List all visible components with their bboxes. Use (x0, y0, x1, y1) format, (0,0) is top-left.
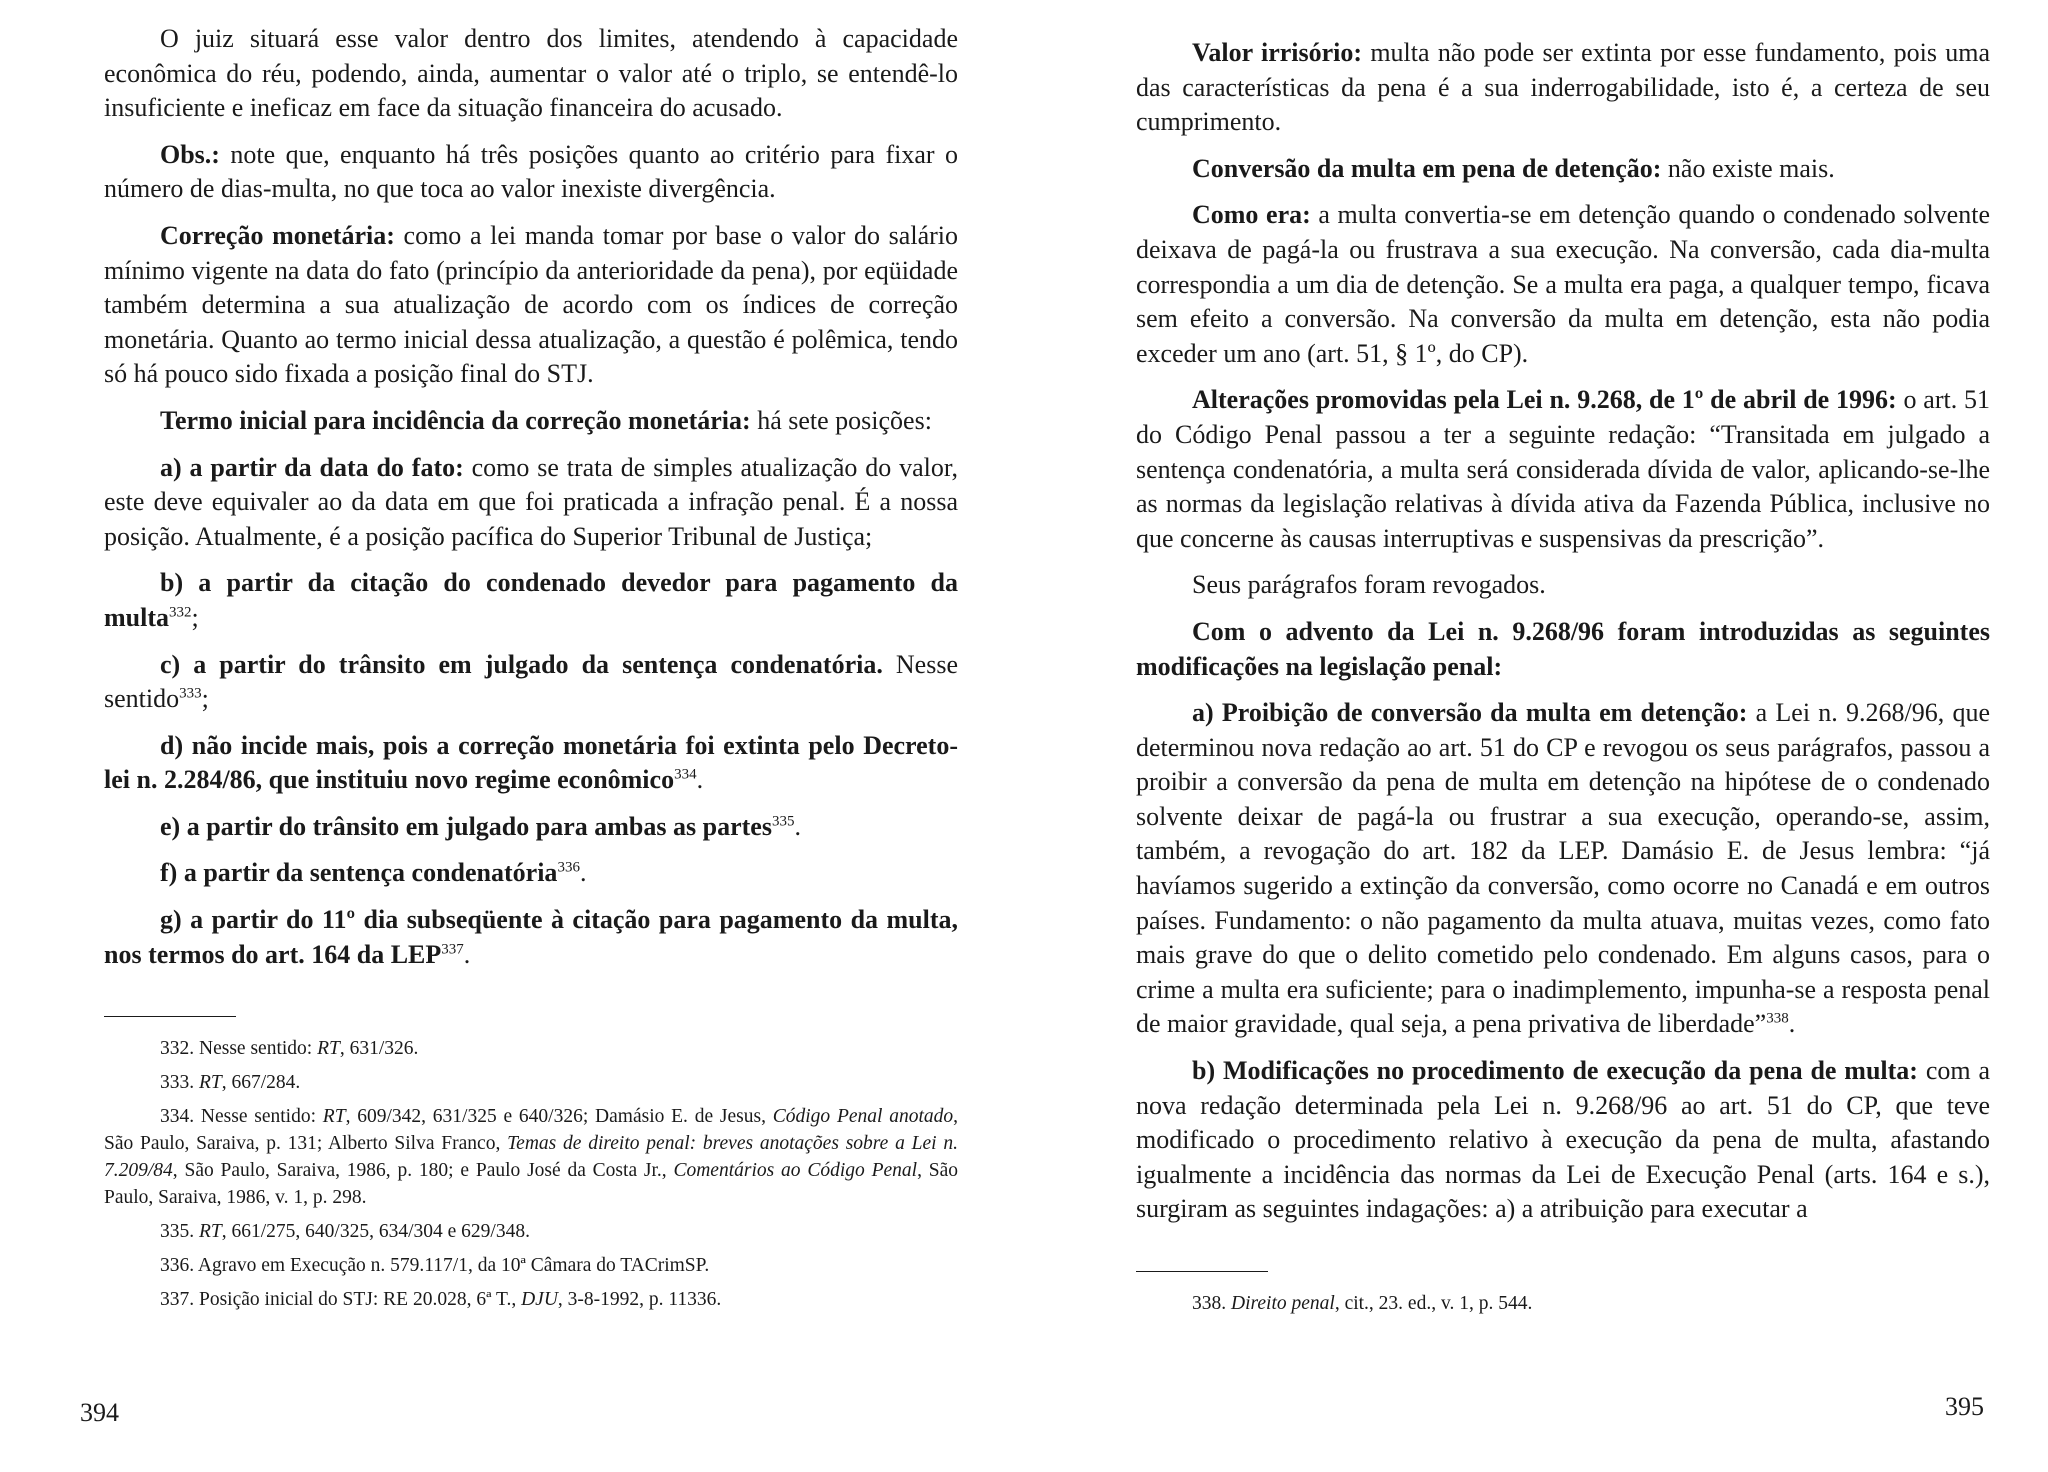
paragraph-correcao (104, 219, 958, 392)
footnote-334 (104, 1103, 958, 1211)
paragraph-advento (1136, 615, 1990, 684)
paragraph-revogados (1136, 568, 1990, 603)
correcao-text: como a lei manda tomar por base o valor do salário mínimo vigente na data do fato (princípio da anterioridade da pena), por eqüidade também determina a sua atualização de acordo com os índices de correção monetária. Quanto ao termo inicial dessa atualização, a questão é polêmica, tendo só há pouco sido fixada a posição final do STJ. (104, 220, 958, 389)
page-number-left: 394 (80, 1398, 119, 1427)
item-a-text: como se trata de simples atualização do valor, este deve equivaler ao da data em que foi praticada a infração penal. É a nossa posição. Atualmente, é a posição pacífica do Superior Tribunal de Justiça; (104, 452, 959, 551)
item-f-end: . (579, 858, 587, 888)
footnote-text: 338. (1192, 1293, 1231, 1314)
modificacoes-text: com a nova redação determinada pela Lei n. 9.268/96 ao art. 51 do CP, que teve modificado o procedimento relativo à execução da pena de multa, afastando igualmente a incidência das normas da Lei de Execução Penal (arts. 164 e s.), surgiram as seguintes indagações: a) a atribuição para executar a (1136, 1056, 1990, 1224)
footnote-336 (104, 1252, 958, 1279)
footnote-text: 333. (160, 1072, 199, 1094)
paragraph-conversao (1136, 152, 1990, 187)
footnote-ref-332[interactable]: 332 (169, 604, 192, 621)
item-e (104, 810, 958, 845)
proibicao-text: a Lei n. 9.268/96, que determinou nova redação ao art. 51 do CP e revogou os seus parágrafos, passou a proibir a conversão da pena de multa em detenção na hipótese de o condenado solvente deixar de pagá-la ou frustrar a sua execução, operando-se, assim, também, a revogação do art. 182 da LEP. Damásio E. de Jesus lembra: “já havíamos sugerido a extinção da conversão, como ocorre no Canadá e em outros países. Fundamento: o não pagamento da multa atuava, muitas vezes, como fato mais grave do que o delito cometido pelo condenado. Em alguns casos, para o crime a multa era suficiente; para o inadimplemento, impunha-se a resposta penal de maior gravidade, qual seja, a pena privativa de liberdade” (1136, 698, 1990, 1039)
item-a-label: a) a partir da data do fato: (160, 452, 464, 482)
footnote-italic: DJU (521, 1289, 558, 1311)
page-number-right: 395 (1945, 1392, 1984, 1421)
obs-label: Obs.: (160, 139, 220, 169)
item-b-label: b) a partir da citação do condenado devedor para pagamento da multa (104, 568, 958, 632)
footnote-italic: RT (199, 1072, 222, 1094)
footnote-333 (104, 1069, 958, 1096)
termo-inicial-text: há sete posições: (750, 405, 932, 435)
item-f-label: f) a partir da sentença condenatória (160, 858, 558, 888)
footnote-italic: Direito penal (1231, 1293, 1335, 1314)
item-modificacoes (1136, 1054, 1990, 1227)
item-d (104, 729, 958, 798)
paragraph-obs (104, 138, 958, 207)
item-c (104, 648, 958, 717)
footnote-text: , cit., 23. ed., v. 1, p. 544. (1334, 1293, 1533, 1314)
footnote-338 (1136, 1290, 1990, 1317)
footnote-text: , São Paulo, Saraiva, p. 131; Alberto Silva Franco, (104, 1106, 958, 1155)
footnote-text: 336. Agravo em Execução n. 579.117/1, da 10ª Câmara do TACrimSP. (160, 1255, 710, 1277)
como-era-label: Como era: (1192, 200, 1311, 230)
modificacoes-label: b) Modificações no procedimento de execução da pena de multa: (1192, 1056, 1918, 1086)
item-d-end: . (696, 765, 704, 795)
item-a (104, 451, 958, 555)
correcao-label: Correção monetária: (160, 220, 395, 250)
item-c-text: Nesse sentido (104, 649, 958, 714)
footnote-divider (104, 1016, 236, 1017)
item-f (104, 856, 958, 891)
conversao-text: não existe mais. (1661, 153, 1835, 183)
item-b (104, 566, 958, 635)
proibicao-end: . (1788, 1009, 1796, 1039)
paragraph-juiz (104, 22, 958, 126)
footnote-ref-337[interactable]: 337 (441, 941, 464, 957)
footnote-text: , 609/342, 631/325 e 640/326; Damásio E. de Jesus, (345, 1106, 773, 1128)
paragraph-termo-inicial (104, 404, 958, 439)
footnote-337 (104, 1286, 958, 1313)
footnote-italic: RT (199, 1221, 222, 1243)
item-b-end: ; (191, 602, 199, 632)
item-c-end: ; (201, 684, 209, 714)
footnote-italic: Código Penal anotado (772, 1106, 954, 1128)
paragraph-como-era (1136, 198, 1990, 371)
footnote-text: 332. Nesse sentido: (160, 1038, 318, 1060)
alteracoes-label: Alterações promovidas pela Lei n. 9.268, de 1º de abril de 1996: (1192, 385, 1897, 415)
alteracoes-text: o art. 51 do Código Penal passou a ter a seguinte redação: “Transitada em julgado a sentença condenatória, a multa será considerada dívida de valor, aplicando-se-lhe as normas da legislação relativas à dívida ativa da Fazenda Pública, inclusive no que concerne às causas interruptivas e suspensivas da prescrição”. (1136, 385, 1991, 553)
item-c-label: c) a partir do trânsito em julgado da sentença condenatória. (160, 649, 883, 679)
paragraph-alteracoes (1136, 383, 1990, 556)
obs-text: note que, enquanto há três posições quanto ao critério para fixar o número de dias-multa, no que toca ao valor inexiste divergência. (104, 139, 958, 204)
item-e-end: . (794, 811, 801, 841)
footnote-text: , São Paulo, Saraiva, 1986, p. 180; e Paulo José da Costa Jr., (172, 1160, 674, 1182)
termo-inicial-label: Termo inicial para incidência da correção monetária: (160, 405, 751, 435)
footnote-italic: Comentários ao Código Penal (673, 1160, 918, 1182)
footnote-ref-335[interactable]: 335 (771, 813, 795, 830)
footnote-text: , 667/284. (221, 1072, 301, 1094)
footnote-text: , 3-8-1992, p. 11336. (557, 1289, 722, 1311)
footnote-332 (104, 1035, 958, 1062)
footnote-text: , 631/326. (339, 1038, 419, 1060)
footnote-ref-333[interactable]: 333 (179, 685, 202, 702)
footnote-text: 334. Nesse sentido: (160, 1106, 323, 1128)
item-g-end: . (463, 939, 471, 969)
footnote-text: , 661/275, 640/325, 634/304 e 629/348. (221, 1221, 530, 1243)
footnote-text: , São Paulo, Saraiva, 1986, v. 1, p. 298. (104, 1160, 958, 1209)
footnote-italic: RT (322, 1106, 346, 1128)
footnote-text: 335. (160, 1221, 199, 1243)
proibicao-label: a) Proibição de conversão da multa em detenção: (1192, 698, 1748, 728)
conversao-label: Conversão da multa em pena de detenção: (1192, 153, 1662, 183)
footnote-ref-338[interactable]: 338 (1766, 1010, 1789, 1027)
footnote-335 (104, 1218, 958, 1245)
paragraph-text: O juiz situará esse valor dentro dos limites, atendendo à capacidade econômica do réu, podendo, ainda, aumentar o valor até o triplo, se entendê-lo insuficiente e ineficaz em face da situação financeira do acusado. (104, 24, 958, 123)
valor-irrisorio-text: multa não pode ser extinta por esse fundamento, pois uma das características da pena é a sua inderrogabilidade, isto é, a certeza de seu cumprimento. (1136, 38, 1990, 137)
footnote-text: 337. Posição inicial do STJ: RE 20.028, 6ª T., (160, 1289, 522, 1311)
footnote-ref-334[interactable]: 334 (674, 766, 697, 783)
footnote-ref-336[interactable]: 336 (557, 859, 580, 876)
footnote-divider (1136, 1271, 1268, 1272)
item-e-label: e) a partir do trânsito em julgado para ambas as partes (160, 811, 772, 841)
item-g-label: g) a partir do 11º dia subseqüente à citação para pagamento da multa, nos termos do art. 164 da LEP (104, 905, 958, 969)
advento-label: Com o advento da Lei n. 9.268/96 foram introduzidas as seguintes modificações na legislação penal: (1136, 616, 1990, 681)
revogados-text: Seus parágrafos foram revogados. (1192, 570, 1546, 600)
footnote-italic: RT (317, 1038, 340, 1060)
item-proibicao (1136, 696, 1990, 1042)
footnote-italic: Temas de direito penal: breves anotações sobre a Lei n. 7.209/84 (104, 1133, 958, 1182)
item-g (104, 903, 958, 972)
item-d-label: d) não incide mais, pois a correção monetária foi extinta pelo Decreto-lei n. 2.284/86, que instituiu novo regime econômico (104, 730, 958, 795)
valor-irrisorio-label: Valor irrisório: (1192, 38, 1363, 67)
right-page (1024, 0, 2048, 1472)
como-era-text: a multa convertia-se em detenção quando o condenado solvente deixava de pagá-la ou frustrava a sua execução. Na conversão, cada dia-multa correspondia a um dia de detenção. Se a multa era paga, a qualquer tempo, ficava sem efeito a conversão. Na conversão da multa em detenção, esta não podia exceder um ano (art. 51, § 1º, do CP). (1136, 200, 1990, 368)
paragraph-valor-irrisorio (1136, 36, 1990, 140)
